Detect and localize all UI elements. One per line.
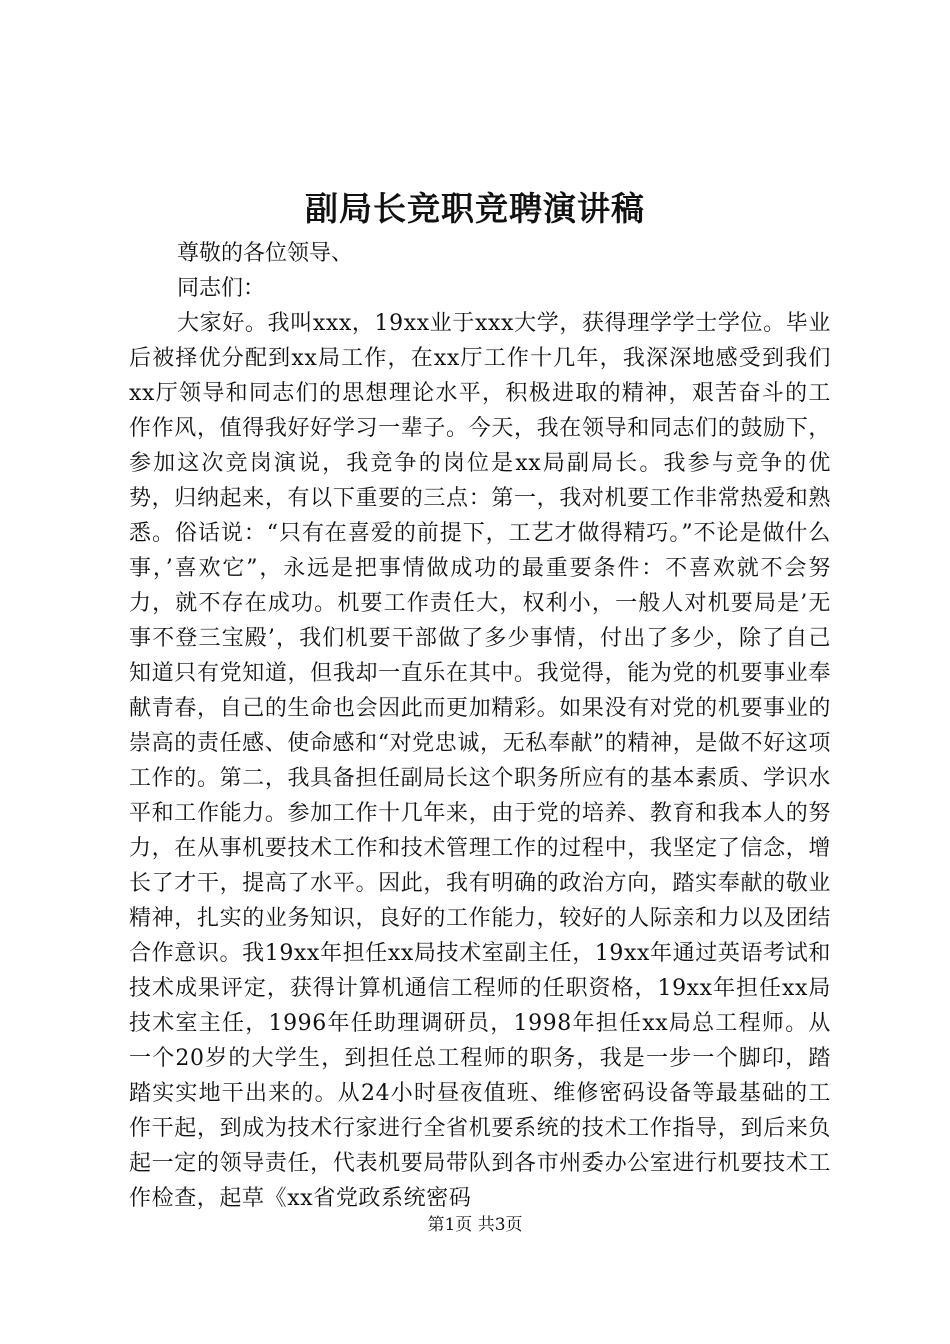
document-content: [129, 236, 831, 1216]
page-footer: 第1页 共3页: [427, 1215, 523, 1235]
body-paragraph: 大家好。我叫xxx，19xx业于xxx大学，获得理学学士学位。毕业后被择优分配到xx局工作，在xx厅工作十几年，我深深地感受到我们xx厅领导和同志们的思想理论水平，积极进取的精神，艰苦奋斗的工作作风，值得我好好学习一辈子。今天，我在领导和同志们的鼓励下，参加这次竞岗演说，我竞争的岗位是xx局副局长。我参与竞争的优势，归纳起来，有以下重要的三点：第一，我对机要工作非常热爱和熟悉。俗话说：“只有在喜爱的前提下，工艺才做得精巧。”不论是做什么事，’喜欢它”，永远是把事情做成功的最重要条件：不喜欢就不会努力，就不存在成功。机要工作责任大，权利小，一般人对机要局是’无事不登三宝殿’，我们机要干部做了多少事情，付出了多少，除了自己知道只有党知道，但我却一直乐在其中。我觉得，能为党的机要事业奉献青春，自己的生命也会因此而更加精彩。如果没有对党的机要事业的崇高的责任感、使命感和“对党忠诚，无私奉献”的精神，是做不好这项工作的。第二，我具备担任副局长这个职务所应有的基本素质、学识水平和工作能力。参加工作十几年来，由于党的培养、教育和我本人的努力，在从事机要技术工作和技术管理工作的过程中，我坚定了信念，增长了才干，提高了水平。因此，我有明确的政治方向，踏实奉献的敬业精神，扎实的业务知识，良好的工作能力，较好的人际亲和力以及团结合作意识。我19xx年担任xx局技术室副主任，19xx年通过英语考试和技术成果评定，获得计算机通信工程师的任职资格，19xx年担任xx局技术室主任，1996年任助理调研员，1998年担任xx局总工程师。从一个20岁的大学生，到担任总工程师的职务，我是一步一个脚印，踏踏实实地干出来的。从24小时昼夜值班、维修密码设备等最基础的工作干起，到成为技术行家进行全省机要系统的技术工作指导，到后来负起一定的领导责任，代表机要局带队到各市州委办公室进行机要技术工作检查，起草《xx省党政系统密码: [129, 311, 831, 1211]
salutation-line-1: 尊敬的各位领导、: [177, 241, 354, 266]
salutation-line-2: 同志们：: [177, 276, 266, 301]
document-title: 副局长竞职竞聘演讲稿: [305, 189, 645, 228]
